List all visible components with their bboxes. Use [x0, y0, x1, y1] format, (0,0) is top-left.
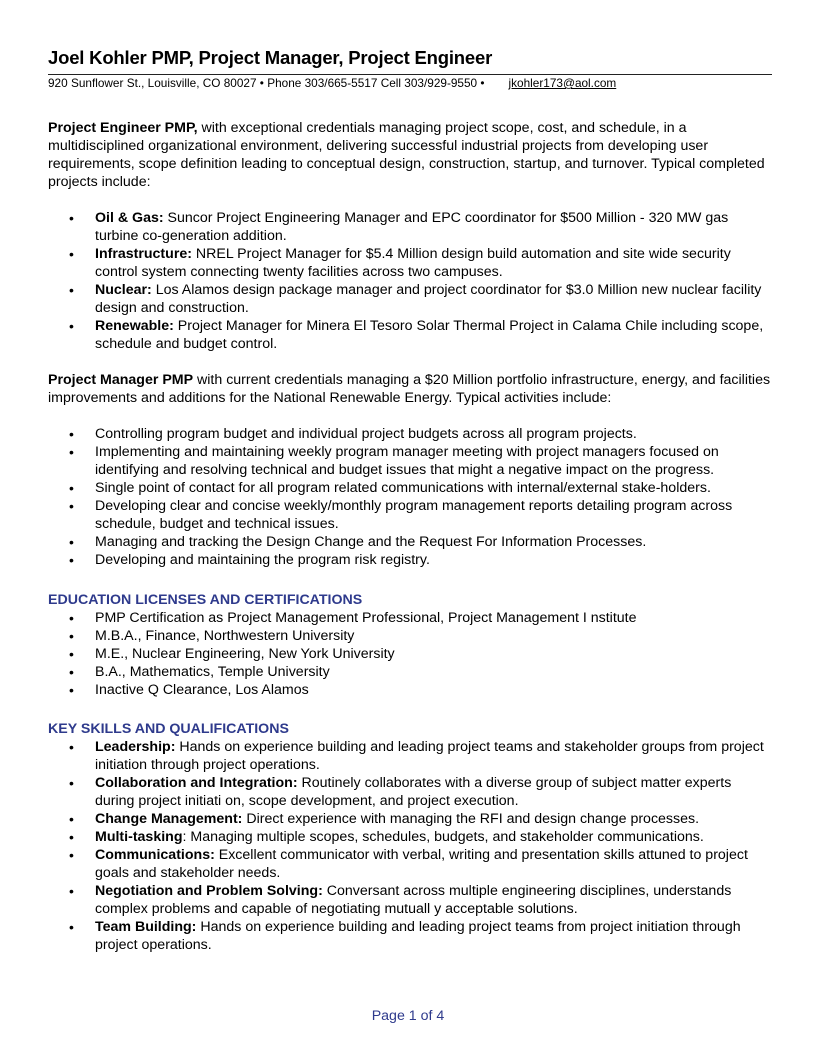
bullet-icon: •	[69, 739, 74, 755]
education-heading: EDUCATION LICENSES AND CERTIFICATIONS	[48, 592, 363, 608]
project-text: Los Alamos design package manager and project coordinator for $3.0 Million new nuclear facility design and construction.	[95, 282, 762, 316]
education-text: M.E., Nuclear Engineering, New York University	[95, 646, 395, 662]
bullet-icon: •	[69, 883, 74, 899]
bullet-icon: •	[69, 498, 74, 514]
list-item	[48, 209, 772, 245]
list-item	[48, 497, 772, 533]
skill-label: Multi-tasking	[95, 829, 183, 845]
activity-text: Single point of contact for all program related communications with internal/external stake-holders.	[95, 480, 711, 496]
activity-text: Managing and tracking the Design Change and the Request For Information Processes.	[95, 534, 647, 550]
bullet-icon: •	[69, 318, 74, 334]
bullet-icon: •	[69, 444, 74, 460]
education-text: Inactive Q Clearance, Los Alamos	[95, 682, 309, 698]
skill-label: Team Building:	[95, 919, 197, 935]
skill-text: Excellent communicator with verbal, writing and presentation skills attuned to project goals and stakeholder needs.	[95, 847, 748, 881]
bullet-icon: •	[69, 210, 74, 226]
list-item	[48, 663, 772, 681]
list-item	[48, 425, 772, 443]
engineer-summary	[48, 119, 772, 191]
bullet-icon: •	[69, 552, 74, 568]
list-item	[48, 738, 772, 774]
manager-summary	[48, 371, 772, 407]
list-item	[48, 609, 772, 627]
skill-label: Negotiation and Problem Solving:	[95, 883, 323, 899]
skill-text: Routinely collaborates with a diverse group of subject matter experts during project initiati on, scope development, and project execution.	[95, 775, 732, 809]
education-text: B.A., Mathematics, Temple University	[95, 664, 330, 680]
manager-summary-text: with current credentials managing a $20 Million portfolio infrastructure, energy, and facilities improvements and additions for the National Renewable Energy. Typical activities include:	[48, 372, 771, 406]
skill-label: Collaboration and Integration:	[95, 775, 298, 791]
project-text: Project Manager for Minera El Tesoro Solar Thermal Project in Calama Chile including scope, schedule and budget control.	[95, 318, 764, 352]
project-label: Nuclear:	[95, 282, 152, 298]
list-item	[48, 281, 772, 317]
contact-rule	[48, 74, 772, 90]
list-item	[48, 479, 772, 497]
activity-text: Implementing and maintaining weekly program manager meeting with project managers focused on identifying and resolving technical and budget issues that might a negative impact on the progress.	[95, 444, 719, 478]
skill-label: Leadership:	[95, 739, 176, 755]
skills-list	[48, 738, 772, 954]
list-item	[48, 882, 772, 918]
projects-list	[48, 209, 772, 353]
candidate-name: Joel Kohler PMP, Project Manager, Project Engineer	[48, 47, 493, 68]
list-item	[48, 317, 772, 353]
bullet-icon: •	[69, 610, 74, 626]
page-number: Page 1 of 4	[371, 1008, 445, 1024]
skill-text: Hands on experience building and leading project teams and stakeholder groups from project initiation through project operations.	[95, 739, 764, 773]
activity-text: Developing clear and concise weekly/monthly program management reports detailing program across schedule, budget and technical issues.	[95, 498, 733, 532]
contact-address-phone: 920 Sunflower St., Louisville, CO 80027 • Phone 303/665-5517 Cell 303/929-9550 •	[48, 76, 485, 90]
project-label: Renewable:	[95, 318, 174, 334]
list-item	[48, 533, 772, 551]
bullet-icon: •	[69, 426, 74, 442]
bullet-icon: •	[69, 246, 74, 262]
bullet-icon: •	[69, 534, 74, 550]
engineer-summary-lead: Project Engineer PMP,	[48, 120, 198, 136]
project-label: Infrastructure:	[95, 246, 192, 262]
bullet-icon: •	[69, 480, 74, 496]
education-text: PMP Certification as Project Management Professional, Project Management I nstitute	[95, 610, 637, 626]
project-text: NREL Project Manager for $5.4 Million design build automation and site wide security control system connecting twenty facilities across two campuses.	[95, 246, 731, 280]
list-item	[48, 846, 772, 882]
list-item	[48, 245, 772, 281]
resume-page	[48, 46, 772, 954]
education-text: M.B.A., Finance, Northwestern University	[95, 628, 355, 644]
bullet-icon: •	[69, 811, 74, 827]
list-item	[48, 828, 772, 846]
activity-text: Developing and maintaining the program risk registry.	[95, 552, 430, 568]
activities-list	[48, 425, 772, 569]
skill-text: : Managing multiple scopes, schedules, budgets, and stakeholder communications.	[182, 829, 704, 845]
skill-label: Change Management:	[95, 811, 243, 827]
project-label: Oil & Gas:	[95, 210, 164, 226]
engineer-summary-text: with exceptional credentials managing project scope, cost, and schedule, in a multidisciplined organizational environment, delivering successful industrial projects from developing user requirements, scope definition leading to conceptual design, construction, startup, and turnover. Typical completed projects include:	[48, 120, 765, 190]
manager-summary-lead: Project Manager PMP	[48, 372, 194, 388]
bullet-icon: •	[69, 664, 74, 680]
bullet-icon: •	[69, 847, 74, 863]
list-item	[48, 681, 772, 699]
education-list	[48, 609, 772, 699]
skill-text: Hands on experience building and leading project teams from project initiation through project operations.	[95, 919, 741, 953]
list-item	[48, 918, 772, 954]
bullet-icon: •	[69, 682, 74, 698]
list-item	[48, 645, 772, 663]
skill-text: Direct experience with managing the RFI and design change processes.	[242, 811, 700, 827]
email-link[interactable]: jkohler173@aol.com	[508, 76, 617, 90]
bullet-icon: •	[69, 282, 74, 298]
list-item	[48, 551, 772, 569]
skill-text: Conversant across multiple engineering disciplines, understands complex problems and capable of negotiating mutuall y acceptable solutions.	[95, 883, 732, 917]
skills-heading: KEY SKILLS AND QUALIFICATIONS	[48, 721, 289, 737]
bullet-icon: •	[69, 646, 74, 662]
bullet-icon: •	[69, 919, 74, 935]
list-item	[48, 627, 772, 645]
list-item	[48, 443, 772, 479]
project-text: Suncor Project Engineering Manager and EPC coordinator for $500 Million - 320 MW gas turbine co-generation addition.	[95, 210, 729, 244]
skill-label: Communications:	[95, 847, 215, 863]
list-item	[48, 774, 772, 810]
list-item	[48, 810, 772, 828]
activity-text: Controlling program budget and individual project budgets across all program projects.	[95, 426, 637, 442]
bullet-icon: •	[69, 628, 74, 644]
bullet-icon: •	[69, 775, 74, 791]
bullet-icon: •	[69, 829, 74, 845]
